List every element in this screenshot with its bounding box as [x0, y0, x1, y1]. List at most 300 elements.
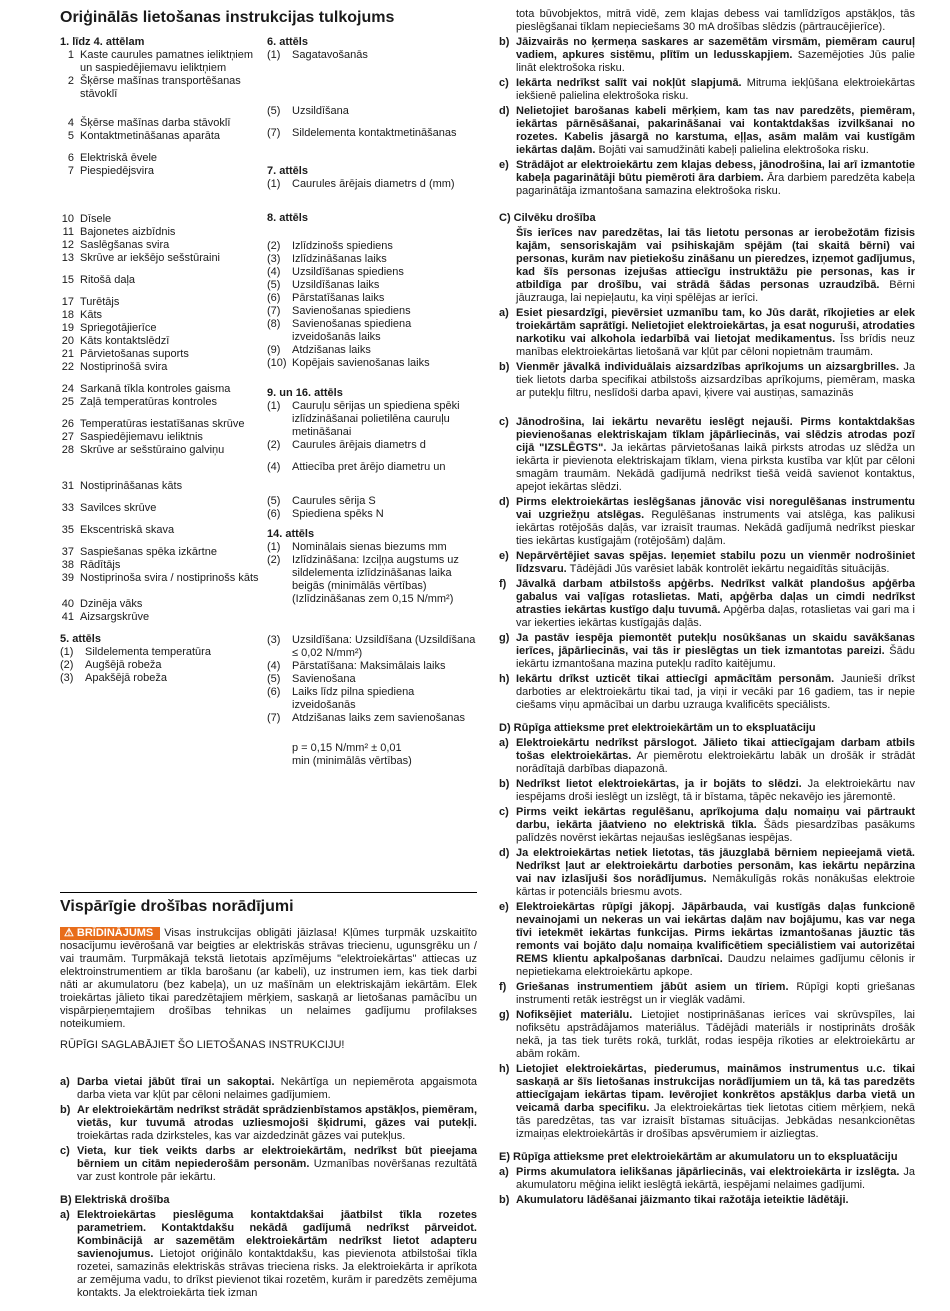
legend-item: [60, 226, 267, 239]
section-heading: Vispārīgie drošības norādījumi: [60, 898, 294, 915]
section-divider: [60, 892, 477, 893]
legend-item-number: 13: [61, 252, 74, 264]
legend-item-label: Bajonetes aizbīdnis: [80, 226, 176, 238]
item-regular-text: Šāds piesardzības pasākums palīdzēs novērst iekārtas nejaušas ieslēgšanas iespējas.: [516, 819, 915, 844]
legend-item-number: (3): [267, 634, 281, 646]
legend-item-number: (1): [267, 400, 281, 412]
legend-item: [267, 712, 477, 742]
left-column: [60, 8, 477, 1302]
legend-item-label: Nostiprinoša svira / nostiprinošs kāts: [80, 572, 259, 584]
legend-item: [267, 266, 477, 279]
list-item: [499, 36, 915, 75]
legend-item: [60, 152, 267, 165]
continued-text: tota būvobjektos, mitrā vidē, zem klajas debess vai tamlīdzīgos apstākļos, tās pieslēgšanai tīklam nepieciešams 30 mA drošības slēdzis (pārtraucējierīce).: [516, 8, 915, 33]
legend-item-label: Šķērse mašīnas darba stāvoklī: [80, 117, 231, 129]
item-letter: h): [499, 1063, 510, 1075]
legend-item-number: 21: [61, 348, 74, 360]
list-item: [499, 578, 915, 630]
legend-item: [267, 686, 477, 712]
list-item: [499, 159, 915, 198]
item-bold-text: Elektroiekārtu nedrīkst pārslogot. Jālieto tikai attiecīgajam darbam atbils tošas elektroiekārtas.: [516, 737, 915, 762]
item-text: [516, 77, 915, 103]
legend-item: [60, 75, 267, 117]
list-item: [60, 1145, 477, 1184]
item-text: [516, 673, 915, 712]
warning-label: BRĪDINĀJUMS: [76, 927, 154, 939]
item-regular-text: Nekārtīga un nepiemērota apgaismota darba vieta var kļūt par cēloni nelaimes gadījumiem.: [77, 1076, 477, 1101]
legend-item-label: Turētājs: [80, 296, 120, 308]
legend-item-label: Uzsildīšanas laiks: [292, 279, 380, 291]
item-regular-text: Īss brīdis neuz manības elektroiekārtas lietošanā var kļūt par cēloni nopietnām traumām.: [516, 333, 915, 358]
section-b-list: [60, 1209, 477, 1300]
legend-note: p = 0,15 N/mm² ± 0,01: [292, 742, 402, 754]
section-e-list: [499, 1166, 915, 1207]
legend-item-label: Caurules ārējais diametrs d: [292, 439, 426, 451]
item-letter: g): [499, 1009, 510, 1021]
legend-item-label: Caurules sērija S: [292, 495, 376, 507]
legend-item-number: 39: [61, 572, 74, 584]
legend-item-label: Sildelementa temperatūra: [85, 646, 211, 658]
legend-item-label: Ritošā daļa: [80, 274, 136, 286]
legend-item-label: Elektriskā ēvele: [80, 152, 158, 164]
legend-item-number: 26: [61, 418, 74, 430]
item-regular-text: troiekārtas rada dzirksteles, kas var aizdedzināt gāzes vai putekļus.: [77, 1130, 406, 1142]
list-item: [499, 847, 915, 899]
legend-item: [60, 296, 267, 309]
list-item: [499, 632, 915, 671]
legend-item-number: 6: [67, 152, 74, 164]
item-regular-text: Ja akumulatoru mēģina ielikt ieslēgtā iekārtā, iespējami nelaimes gadījumi.: [516, 1166, 915, 1191]
item-bold-text: Vieta, kur tiek veikts darbs ar elektroiekārtām, nedrīkst būt pieejama bērniem un citām nepiederošām personām.: [77, 1145, 477, 1170]
legend-item: [60, 431, 267, 444]
legend-heading: 7. attēls: [267, 165, 308, 177]
section-c-lead-text: Bērni jāuzrauga, lai nepieļautu, ka viņi spēlējas ar ierīci.: [516, 279, 915, 304]
legend-item: [60, 646, 267, 659]
item-text: [77, 1145, 477, 1184]
item-text: [516, 778, 915, 804]
legend-item: [60, 309, 267, 322]
legend-item-label: Atdzišanas laiks zem savienošanas: [292, 712, 466, 724]
legend-heading: 14. attēls: [267, 528, 315, 540]
legend-item: [267, 673, 477, 686]
item-text: [516, 981, 915, 1007]
section-e-heading: E) Rūpīga attieksme pret elektroiekārtām ar akumulatoru un to ekspluatāciju: [499, 1151, 898, 1163]
item-regular-text: Ja elektroiekārtas tiek lietotas citiem mērķiem, nekā tās paredzētas, tas var izraisīt bīstamas situācijas. Jebkādas nesankcionētas izmaiņas elektroiekārtās ir drošības apsvērumiem ir aizliegtas.: [516, 1102, 915, 1140]
legend-item: [60, 546, 267, 559]
warning-text: Visas instrukcijas obligāti jāizlasa! Kļūmes turpmāk uzskaitīto nosacījumu ievērošanā var beigties ar elektriskās strāvas triecienu, ugunsgrēku un / vai traumām. Turpmākajā tekstā lietotais apzīmējums "elektroiekārtas" attiecas uz elektroinstrumentiem ar tīkla barošanu (ar kabeli), uz instrumen iem, kas tiek darbi nāti ar akumulatoru (bez kabeļa), un uz mašīnām un elektriskajām iekārtām. Elek troiekārtas jālieto tikai paredzētajiem mērķiem, saskaņā ar lietošanas pamācību un vispārpieņemtajiem drošības tehnikas un nelaimes gadījumu profilakses noteikumiem.: [60, 927, 477, 1030]
list-item: [499, 105, 915, 157]
list-item: [499, 673, 915, 712]
legend-item-number: (2): [267, 240, 281, 252]
legend-item: [267, 305, 477, 318]
legend-item-label: Šķērse mašīnas transportēšanas stāvoklī: [80, 75, 241, 100]
item-bold-text: Ja elektroiekārtas netiek lietotas, tās jāuzglabā bērniem nepieejamā vietā. Nedrīkst ļaut ar elektroiekārtu darboties personām, kas iekārtu nepārzina vai nav izlasījuši šos norādījumus.: [516, 847, 915, 885]
item-bold-text: Griešanas instrumentiem jābūt asiem un tīriem.: [516, 981, 789, 993]
right-column: [499, 8, 915, 1209]
item-regular-text: Uzmanības novēršanas rezultātā var zust kontrole pār iekārtu.: [77, 1158, 477, 1183]
item-text: [516, 1009, 915, 1061]
legend-item: [267, 495, 477, 508]
section-c-lead: [499, 227, 915, 305]
list-item: [499, 496, 915, 548]
item-regular-text: Ar piemērotu elektroiekārtu labāk un drošāk ir strādāt norādītajā darbības diapazonā.: [516, 750, 915, 775]
legend-item-number: 28: [61, 444, 74, 456]
item-letter: b): [499, 778, 510, 790]
item-text: [516, 847, 915, 899]
legend-item-label: Cauruļu sērijas un spiediena spēki izlīdzināšanai polietilēna cauruļu metināšanai: [292, 400, 460, 438]
legend-item: [60, 117, 267, 130]
list-item: [499, 737, 915, 776]
legend-item: [60, 130, 267, 152]
legend-item: [60, 213, 267, 226]
legend-item: [60, 672, 267, 685]
legend-note: min (minimālās vērtības): [292, 755, 412, 767]
legend-heading: 5. attēls: [60, 633, 101, 645]
item-text: [516, 1063, 915, 1141]
legend-item-number: 4: [67, 117, 74, 129]
item-bold-text: Jāizvairās no ķermeņa saskares ar sazemētām virsmām, piemēram cauruļ vadiem, apkures sistēmu, plītīm un ledusskapjiem.: [516, 36, 915, 61]
item-text: [77, 1076, 477, 1102]
list-item: [499, 550, 915, 576]
item-regular-text: Jaunieši drīkst darboties ar elektroiekārtu tikai tad, ja viņi ir vecāki par 16 gadiem, tas ir nepie ciešams viņu apmācībai un darbu uzrauga kvalificēts speciālists.: [516, 673, 915, 711]
item-letter: g): [499, 632, 510, 644]
legend-item-number: 2: [67, 75, 74, 87]
legend-item-number: 18: [61, 309, 74, 321]
legend-item-number: (1): [60, 646, 74, 658]
list-item: [60, 1209, 477, 1300]
legend-item: [60, 559, 267, 572]
legend-item-label: Sagatavošanās: [292, 49, 368, 61]
item-bold-text: Nelietojiet barošanas kabeli mērķiem, kam tas nav paredzēts, piemēram, iekārtas pārnēsāšanai, pakarināšanai vai kontaktdakšas izvilkšanai no rozetes. Kabelis jāsargā no karstuma, eļļas, asām malām vai kustīgām iekārtas daļām.: [516, 105, 915, 156]
legend-item-number: 38: [61, 559, 74, 571]
item-regular-text: Nemākulīgās rokās nonākušas elektroie kārtas ir potenciāls briesmu avots.: [516, 873, 916, 898]
legend-item: [267, 240, 477, 253]
item-regular-text: Šādu iekārtu izmantošana mazina putekļu radīto kaitējumu.: [516, 645, 915, 670]
legend-item-label: Nostiprināšanas kāts: [80, 480, 183, 492]
legend-item: [60, 502, 267, 524]
legend-item-label: Temperatūras iestatīšanas skrūve: [80, 418, 245, 430]
legend-item-number: 12: [61, 239, 74, 251]
item-text: [516, 361, 915, 400]
legend-item: [60, 361, 267, 383]
legend-item-label: Izlīdzināšanas laiks: [292, 253, 387, 265]
legend-item-label: Apakšējā robeža: [85, 672, 167, 684]
legend-item-label: Sildelementa kontaktmetināšanas: [292, 127, 457, 139]
legend-item-label: Skrūve ar iekšējo sešstūraini: [80, 252, 221, 264]
legend-item-label: Saspiedējiemavu ieliktnis: [80, 431, 203, 443]
legend-item-number: 19: [61, 322, 74, 334]
legend-item: [267, 318, 477, 344]
legend-item-label: Attiecība pret ārējo diametru un: [292, 461, 446, 473]
item-bold-text: Pirms elektroiekārtas ieslēgšanas jānovāc visi noregulēšanas instrumentu vai uzgriežņu atslēgas.: [516, 496, 915, 521]
legend-item: [267, 554, 477, 634]
section-a-list: [60, 1076, 477, 1184]
item-text: [516, 105, 915, 157]
list-item: [499, 778, 915, 804]
item-letter: b): [60, 1104, 71, 1116]
legend-item-label: Saslēgšanas svira: [80, 239, 170, 251]
legend-heading: 1. līdz 4. attēlam: [60, 36, 145, 48]
legend-item-label: Ekscentriskā skava: [80, 524, 175, 536]
legend-item: [60, 444, 267, 480]
legend-item: [267, 660, 477, 673]
item-letter: a): [499, 307, 509, 319]
legend-item-number: (5): [267, 673, 281, 685]
legend-item-label: Atdzišanas laiks: [292, 344, 371, 356]
item-regular-text: Rūpīgi kopti griešanas instrumenti retāk iestrēgst un ir vieglāk vadāmi.: [516, 981, 916, 1006]
legend-item-label: Savilces skrūve: [80, 502, 157, 514]
item-regular-text: Bojāti vai samudžināti kabeļi palielina elektrošoka risku.: [595, 144, 869, 156]
legend-item-number: (1): [267, 178, 281, 190]
legend-item-number: (6): [267, 292, 281, 304]
legend-item-number: (4): [267, 660, 281, 672]
item-bold-text: Strādājot ar elektroiekārtu zem klajas debess, jānodrošina, lai arī izmantotie kabeļa pagarinātāji būtu piemēroti āra darbiem.: [516, 159, 915, 184]
item-bold-text: Lietojiet elektroiekārtas, piederumus, maināmos instrumentus u.c. tikai saskaņā ar šīs lietošanas instrukcijas norādījumiem un tā, kā tas paredzēts attiecīgajam iekārtas tipam. Ievērojiet konkrētos apstākļus darba vietā un veicamā darba specifiku.: [516, 1063, 915, 1114]
legend-item: [267, 541, 477, 554]
legend-item: [267, 357, 477, 387]
item-regular-text: Āra darbiem paredzēta kabeļa pagarinātāja izmantošana samazina elektrošoka risku.: [516, 172, 915, 197]
item-letter: f): [499, 981, 507, 993]
item-letter: d): [499, 847, 510, 859]
legend-item: [60, 611, 267, 633]
legend-item-number: (2): [267, 554, 281, 566]
warning-paragraph: [60, 927, 477, 1031]
item-regular-text: Ja iekārtas pārvietošanas laikā pirksts atrodas uz slēdža un iekārta ir pievienota elektriskajam tīklam, viena pirksta kustība var kļūt par cēloni smagām traumām. Nekādā gadījumā nedrīkst tiešā veidā savienot kontaktus, apejot iekārtas slēdzi.: [516, 442, 915, 493]
legend-item: [267, 105, 477, 127]
item-text: [77, 1104, 477, 1143]
item-bold-text: Darba vietai jābūt tīrai un sakoptai.: [77, 1076, 275, 1088]
item-text: [516, 901, 915, 979]
legend-item: [267, 49, 477, 105]
page-title: Oriģinālās lietošanas instrukcijas tulkojums: [60, 9, 395, 26]
item-regular-text: Apģērba daļas, rotaslietas vai gari ma i var iekerties iekārtas kustīgajās daļās.: [516, 604, 915, 629]
item-letter: h): [499, 673, 510, 685]
legend-item: [60, 598, 267, 611]
list-item: [60, 1104, 477, 1143]
legend-item: [267, 253, 477, 266]
legend-item-number: (3): [267, 253, 281, 265]
item-text: [516, 578, 915, 630]
section-d-heading: D) Rūpīga attieksme pret elektroiekārtām un to ekspluatāciju: [499, 722, 816, 734]
legend-item-number: 31: [61, 480, 74, 492]
list-item: [499, 806, 915, 845]
legend-item-number: 20: [61, 335, 74, 347]
list-item: [499, 416, 915, 494]
legend-item-label: Nominālais sienas biezums mm: [292, 541, 447, 553]
item-letter: b): [499, 1194, 510, 1206]
item-letter: b): [499, 361, 510, 373]
legend-item-number: 25: [61, 396, 74, 408]
item-letter: f): [499, 578, 507, 590]
item-regular-text: Lietojot oriģinālo kontaktdakšu, kas pievienota atbilstošai tīkla rozetei, samazinās elektriskās strāvas trieciena risks. Ja elektroiekārta ir aprīkota ar zemējuma vadu, to drīkst pievienot tikai rozetēm, kurām ir paredzēts zemējuma kontakts. Ja elektroiekārta tiek izman: [77, 1248, 477, 1299]
legend-item: [60, 480, 267, 502]
item-bold-text: Esiet piesardzīgi, pievērsiet uzmanību tam, ko Jūs darāt, rīkojieties ar elek troiekārtām saprātīgi. Nelietojiet elektroiekārtas, ja esat noguruši, atrodaties narkotiku vai alkohola iedarbībā vai lietojat medikamentus.: [516, 307, 915, 345]
section-b-heading: B) Elektriskā drošība: [60, 1194, 170, 1206]
legend-item-label: Kopējais savienošanas laiks: [292, 357, 430, 369]
legend-item-number: 40: [61, 598, 74, 610]
legend-item-label: Kāts: [80, 309, 103, 321]
legend-item: [60, 49, 267, 75]
list-item: [60, 1076, 477, 1102]
legend-item: [60, 659, 267, 672]
legend-item-label: Savienošana: [292, 673, 356, 685]
legend-item-number: 7: [67, 165, 74, 177]
legend-item: [267, 127, 477, 165]
legend-item-number: 27: [61, 431, 74, 443]
figure-legend: [60, 36, 477, 882]
legend-item-label: Kāts kontaktslēdzī: [80, 335, 170, 347]
item-bold-text: Akumulatoru lādēšanai jāizmanto tikai ražotāja ieteiktie lādētāji.: [516, 1194, 849, 1206]
legend-item-number: (2): [267, 439, 281, 451]
legend-item: [267, 279, 477, 292]
item-regular-text: Regulēšanas instruments vai atslēga, kas palikusi iekārtas rotējošās daļās, var izraisīt traumas. Nekādā gadījumā nedrīkst pieskar ties iekārtas kustīgajām (rotējošām) daļām.: [516, 509, 915, 547]
legend-item: [60, 396, 267, 418]
item-bold-text: Nofiksējiet materiālu.: [516, 1009, 633, 1021]
legend-item: [267, 344, 477, 357]
item-regular-text: Daudzu nelaimes gadījumu cēlonis ir nepietiekama elektroiekārtu apkope.: [516, 953, 915, 978]
item-letter: c): [499, 416, 509, 428]
legend-item-label: Uzsildīšanas spiediens: [292, 266, 404, 278]
item-text: [516, 737, 915, 776]
legend-item: [267, 400, 477, 439]
section-d-list: [499, 737, 915, 1141]
item-bold-text: Ja pastāv iespēja piemontēt putekļu nosūkšanas un skaidu savākšanas ierīces, jāpārliecinās, vai tās ir pieslēgtas un tiek izmantotas pareizi.: [516, 632, 915, 657]
legend-item-label: Uzsildīšana: [292, 105, 349, 117]
legend-item-label: Dīsele: [80, 213, 112, 225]
legend-item: [267, 178, 477, 212]
legend-item-number: 15: [61, 274, 74, 286]
item-letter: b): [499, 36, 510, 48]
legend-item: [60, 252, 267, 274]
legend-item: [60, 383, 267, 396]
item-regular-text: Ja elektroiekārtu nav iespējams droši ieslēgt un izslēgt, tā ir bīstama, tāpēc nekavējo ies jāremontē.: [516, 778, 915, 803]
list-item: [499, 901, 915, 979]
item-text: [516, 496, 915, 548]
legend-item-label: Savienošanas spiediena izveidošanās laiks: [292, 318, 412, 343]
section-c-heading: C) Cilvēku drošība: [499, 212, 596, 224]
legend-item-number: (6): [267, 686, 281, 698]
item-letter: d): [499, 105, 510, 117]
list-item: [499, 1194, 915, 1207]
legend-item-number: (7): [267, 712, 281, 724]
legend-item-number: 1: [67, 49, 74, 61]
item-text: [77, 1209, 477, 1300]
legend-item-number: (10): [267, 357, 287, 369]
item-bold-text: Iekārtu drīkst uzticēt tikai attiecīgi apmācītām personām.: [516, 673, 835, 685]
legend-item-label: Sarkanā tīkla kontroles gaisma: [80, 383, 231, 395]
legend-item-label: Laiks līdz pilna spiediena izveidošanās: [292, 686, 415, 711]
item-text: [516, 36, 915, 75]
legend-item-number: 35: [61, 524, 74, 536]
legend-item-number: (5): [267, 105, 281, 117]
section-c-list: [499, 307, 915, 712]
legend-item-label: Pārstatīšana: Maksimālais laiks: [292, 660, 446, 672]
legend-item-label: Kaste caurules pamatnes ieliktņiem un saspiedējiemavu ieliktņiem: [80, 49, 254, 74]
item-bold-text: Iekārta nedrīkst salīt vai nokļūt slapjumā.: [516, 77, 742, 89]
legend-item-label: Spiediena spēks N: [292, 508, 384, 520]
item-bold-text: Pirms veikt iekārtas regulēšanu, aprīkojuma daļu nomaiņu vai pārtraukt darbu, iekārta jāatvieno no elektriskā tīkla.: [516, 806, 915, 831]
item-text: [516, 1194, 915, 1207]
legend-item-number: (3): [60, 672, 74, 684]
section-c-lead-bold: Šīs ierīces nav paredzētas, lai tās lietotu personas ar ierobežotām fizisis kajām, sensoriskajām vai psihiskajām spējām (tai skaitā bērni) vai personas, kurām nav pietiekošu zināšanu un pieredzes, izņemot gadījumus, kad šīs personas izejušas attiecīgu instruktāžu pie personas, kas ir atbildīga par drošību, vai strādā šādas personas uzraudzībā.: [516, 227, 915, 291]
legend-item-number: 11: [62, 226, 74, 238]
legend-item-label: Izlīdzināšana: Izciļņa augstums uz sildelementa izlīdzināšanas laika beigās (minimālās vērtības) (Izlīdzināšanas zem 0,15 N/mm²): [292, 554, 459, 605]
legend-item-number: (4): [267, 266, 281, 278]
item-bold-text: Jāvalkā darbam atbilstošs apģērbs. Nedrīkst valkāt plandošus apģērba gabalus vai vaļīgas rotaslietas. Mati, apģērba daļas un cimdi nedrīkst atrasties iekārtas kustīgo daļu tuvumā.: [516, 578, 915, 616]
list-item: [499, 77, 915, 103]
legend-item: [60, 348, 267, 361]
item-text: [516, 550, 915, 576]
legend-item-number: 5: [67, 130, 74, 142]
legend-item-label: Caurules ārējais diametrs d (mm): [292, 178, 455, 190]
legend-item-number: (4): [267, 461, 281, 473]
legend-item: [60, 335, 267, 348]
legend-item-label: Pārvietošanas suports: [80, 348, 189, 360]
item-regular-text: Ja tiek lietots darba specifikai atbilstošs aizsardzības aprīkojums, piemēram, maska ar putekļu filtru, neslīdoši darba apavi, ķivere vai austiņas, samazinās: [516, 361, 915, 399]
legend-item-number: (1): [267, 49, 281, 61]
list-item: [499, 981, 915, 1007]
warning-badge: [60, 927, 160, 940]
list-item: [499, 1009, 915, 1061]
item-letter: a): [499, 737, 509, 749]
legend-column-2: [267, 36, 477, 768]
item-regular-text: Sazemējoties Jūs palie lināt elektrošoka risku.: [516, 49, 915, 74]
item-bold-text: Elektroiekārtas rūpīgi jākopj. Jāpārbauda, vai kustīgās daļas funkcionē nevainojami un nekeras un vai iekārtas daļām nav bojājumu, kas var nega tīvi ietekmēt iekārtas funkcijas. Pirms iekārtas izmantošanas jāuztic tās remonts vai bojāto daļu nomaiņa kvalificētiem speciālistiem vai autorizētai REMS klientu apkalpošanas darbnīcai.: [516, 901, 915, 965]
legend-item: [267, 461, 477, 495]
item-regular-text: Tādējādi Jūs varēsiet labāk kontrolēt iekārtu negaidītās situācijās.: [566, 563, 890, 575]
legend-column-1: [60, 36, 267, 685]
legend-item-number: 37: [61, 546, 74, 558]
item-letter: c): [499, 77, 509, 89]
legend-item: [60, 572, 267, 598]
legend-item: [267, 439, 477, 461]
legend-item: [267, 292, 477, 305]
item-text: [516, 416, 915, 494]
legend-item-number: (9): [267, 344, 281, 356]
legend-heading: 9. un 16. attēls: [267, 387, 343, 399]
item-bold-text: Nepārvērtējiet savas spējas. Ieņemiet stabilu pozu un vienmēr nodrošiniet līdzsvaru.: [516, 550, 915, 575]
item-bold-text: Vienmēr jāvalkā individuālais aizsardzības aprīkojums un aizsargbrilles.: [516, 361, 900, 373]
legend-item-label: Saspiešanas spēka izkārtne: [80, 546, 217, 558]
item-bold-text: Elektroiekārtas pieslēguma kontaktdakšai jāatbilst tīkla rozetes parametriem. Kontaktdakšu nekādā gadījumā nedrīkst pārveidot. Kombinācijā ar sazemētām elektroiekārtām nedrīkst lietot adapteru savienojumus.: [77, 1209, 477, 1260]
list-item: [499, 1063, 915, 1141]
item-text: [516, 307, 915, 359]
warning-triangle-icon: ⚠: [64, 927, 74, 939]
legend-item-label: Zaļā temperatūras kontroles: [80, 396, 217, 408]
item-text: [516, 632, 915, 671]
legend-item-label: Skrūve ar sešstūraino galviņu: [80, 444, 225, 456]
legend-item-number: 22: [61, 361, 74, 373]
item-letter: c): [499, 806, 509, 818]
legend-item-number: (8): [267, 318, 281, 330]
item-bold-text: Pirms akumulatora ielikšanas jāpārliecinās, vai elektroiekārta ir izslēgta.: [516, 1166, 900, 1178]
legend-item-number: (7): [267, 305, 281, 317]
item-letter: c): [60, 1145, 70, 1157]
item-bold-text: Jānodrošina, lai iekārtu nevarētu ieslēgt nejauši. Pirms kontaktdakšas pievienošanas elektriskajam tīklam jāpārliecinās, vai slēdzis atrodas pozī cijā "IZSLĒGTS".: [516, 416, 915, 454]
item-regular-text: Lietojiet nostiprināšanas ierīces vai skrūvspīles, lai nofiksētu apstrādājamos materiālus. Tādējādi materiāls ir nostiprināts drošāk nekā, ja tas tiek turēts rokā, turklāt, rodas iespēja rīkoties ar elektroiekārtu ar abām rokām.: [516, 1009, 915, 1060]
legend-item-label: Dzinēja vāks: [80, 598, 143, 610]
legend-item: [267, 634, 477, 660]
legend-item-number: 33: [61, 502, 74, 514]
item-letter: a): [60, 1076, 70, 1088]
legend-item-number: 24: [61, 383, 74, 395]
legend-item-number: 10: [61, 213, 74, 225]
legend-item-label: Kontaktmetināšanas aparāta: [80, 130, 221, 142]
legend-item: [60, 322, 267, 335]
legend-item-label: Nostiprinošā svira: [80, 361, 168, 373]
legend-item-number: 41: [61, 611, 74, 623]
item-bold-text: Ar elektroiekārtām nedrīkst strādāt sprādzienbīstamos apstākļos, piemēram, vietās, kur tuvumā atrodas uzliesmojoši šķidrumi, gāzes vai putekļi.: [77, 1104, 477, 1129]
